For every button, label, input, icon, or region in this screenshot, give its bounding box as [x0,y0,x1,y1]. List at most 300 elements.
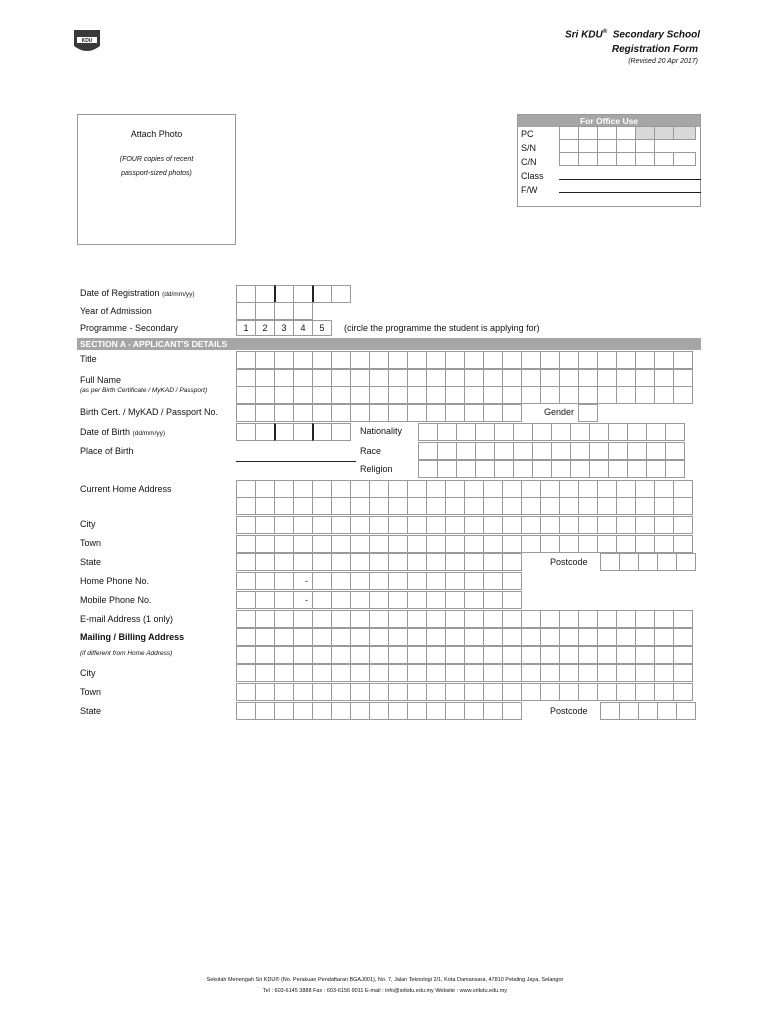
input-box[interactable] [502,497,522,515]
input-box[interactable] [502,516,522,534]
input-box[interactable] [388,572,408,590]
input-box[interactable] [483,664,503,682]
input-box[interactable] [570,442,590,460]
input-box[interactable] [616,628,636,646]
input-box[interactable] [369,497,389,515]
input-box[interactable] [312,553,332,571]
input-box[interactable] [445,386,465,404]
input-box[interactable] [578,683,598,701]
nationality-boxes[interactable] [418,423,685,441]
input-box[interactable] [369,646,389,664]
input-box[interactable] [676,702,696,720]
input-box[interactable] [274,664,294,682]
input-box[interactable] [255,535,275,553]
input-box[interactable] [388,702,408,720]
input-box[interactable] [274,628,294,646]
input-box[interactable] [673,386,693,404]
input-box[interactable] [369,516,389,534]
programme-option-4[interactable]: 4 [293,320,313,336]
input-box[interactable] [673,497,693,515]
input-box[interactable] [274,572,294,590]
input-box[interactable] [597,497,617,515]
input-box[interactable] [464,591,484,609]
input-box[interactable] [627,423,647,441]
input-box[interactable] [369,553,389,571]
input-box[interactable] [521,535,541,553]
input-box[interactable] [236,516,256,534]
input-box[interactable] [502,351,522,369]
input-box[interactable] [578,351,598,369]
input-box[interactable] [388,480,408,498]
input-box[interactable] [350,497,370,515]
input-box[interactable] [255,553,275,571]
input-box[interactable] [502,369,522,387]
input-box[interactable] [654,351,674,369]
input-box[interactable] [494,423,514,441]
town-boxes[interactable] [236,535,693,553]
input-box[interactable] [293,351,313,369]
input-box[interactable] [312,516,332,534]
input-box[interactable] [600,553,620,571]
input-box[interactable] [578,386,598,404]
input-box[interactable] [597,351,617,369]
input-box[interactable] [464,683,484,701]
input-box[interactable] [274,535,294,553]
input-box[interactable] [236,664,256,682]
input-box[interactable] [589,460,609,478]
input-box[interactable] [312,664,332,682]
office-fw-line[interactable] [559,192,701,193]
input-box[interactable] [578,664,598,682]
input-box[interactable] [673,664,693,682]
input-box[interactable] [350,591,370,609]
input-box[interactable] [570,423,590,441]
input-box[interactable] [350,646,370,664]
input-box[interactable] [369,386,389,404]
input-box[interactable] [616,646,636,664]
input-box[interactable] [312,497,332,515]
input-box[interactable] [654,369,674,387]
input-box[interactable] [559,683,579,701]
input-box[interactable] [445,516,465,534]
input-box[interactable] [464,351,484,369]
input-box[interactable] [312,351,332,369]
input-box[interactable] [559,628,579,646]
input-box[interactable] [350,404,370,422]
input-box[interactable] [369,572,389,590]
input-box[interactable] [578,497,598,515]
input-box[interactable] [532,442,552,460]
title-boxes[interactable] [236,351,693,369]
input-box[interactable] [635,351,655,369]
input-box[interactable] [654,497,674,515]
input-box[interactable] [540,497,560,515]
input-box[interactable] [445,628,465,646]
input-box[interactable] [293,516,313,534]
input-box[interactable] [426,386,446,404]
input-box[interactable] [418,423,438,441]
input-box[interactable] [293,386,313,404]
input-box[interactable] [312,610,332,628]
input-box[interactable] [521,497,541,515]
input-box[interactable] [388,535,408,553]
input-box[interactable] [578,628,598,646]
input-box[interactable] [464,369,484,387]
input-box[interactable] [331,516,351,534]
email-boxes[interactable] [236,610,693,628]
input-box[interactable] [635,664,655,682]
input-box[interactable] [331,628,351,646]
input-box[interactable] [407,404,427,422]
input-box[interactable] [274,497,294,515]
city2-boxes[interactable] [236,664,693,682]
input-box[interactable] [331,386,351,404]
input-box[interactable] [654,664,674,682]
input-box[interactable] [293,369,313,387]
input-box[interactable] [426,702,446,720]
input-box[interactable] [635,369,655,387]
input-box[interactable] [521,646,541,664]
input-box[interactable] [540,480,560,498]
input-box[interactable] [418,460,438,478]
input-box[interactable] [426,664,446,682]
input-box[interactable] [456,442,476,460]
input-box[interactable] [407,572,427,590]
input-box[interactable] [369,369,389,387]
input-box[interactable] [331,480,351,498]
input-box[interactable] [627,442,647,460]
input-box[interactable] [627,460,647,478]
input-box[interactable] [597,386,617,404]
input-box[interactable] [407,369,427,387]
input-box[interactable] [635,646,655,664]
input-box[interactable] [236,386,256,404]
input-box[interactable] [657,553,677,571]
input-box[interactable] [540,535,560,553]
input-box[interactable] [464,702,484,720]
input-box[interactable] [665,423,685,441]
input-box[interactable] [551,423,571,441]
input-box[interactable] [475,460,495,478]
input-box[interactable] [293,683,313,701]
input-box[interactable] [502,591,522,609]
input-box[interactable] [274,610,294,628]
input-box[interactable] [521,369,541,387]
input-box[interactable] [540,646,560,664]
input-box[interactable] [483,683,503,701]
input-box[interactable] [540,351,560,369]
input-box[interactable] [312,369,332,387]
input-box[interactable] [293,497,313,515]
input-box[interactable] [407,628,427,646]
state-boxes[interactable] [236,553,522,571]
input-box[interactable] [578,535,598,553]
input-box[interactable] [559,351,579,369]
input-box[interactable] [502,480,522,498]
input-box[interactable] [255,497,275,515]
input-box[interactable] [312,683,332,701]
input-box[interactable] [589,423,609,441]
input-box[interactable] [551,460,571,478]
input-box[interactable] [293,591,313,609]
input-box[interactable] [426,535,446,553]
input-box[interactable] [540,664,560,682]
input-box[interactable] [464,664,484,682]
input-box[interactable] [274,646,294,664]
input-box[interactable] [502,628,522,646]
input-box[interactable] [445,664,465,682]
input-box[interactable] [597,480,617,498]
mailing-address-boxes-row-2[interactable] [236,646,693,664]
input-box[interactable] [369,702,389,720]
input-box[interactable] [350,664,370,682]
input-box[interactable] [532,460,552,478]
programme-option-1[interactable]: 1 [236,320,256,336]
mobile-phone-boxes[interactable] [236,591,522,609]
input-box[interactable] [350,516,370,534]
input-box[interactable] [426,646,446,664]
input-box[interactable] [331,369,351,387]
input-box[interactable] [559,369,579,387]
input-box[interactable] [635,480,655,498]
input-box[interactable] [540,610,560,628]
input-box[interactable] [445,497,465,515]
input-box[interactable] [502,535,522,553]
input-box[interactable] [513,423,533,441]
input-box[interactable] [388,628,408,646]
input-box[interactable] [236,572,256,590]
input-box[interactable] [559,646,579,664]
input-box[interactable] [274,683,294,701]
mailing-address-boxes-row-1[interactable] [236,628,693,646]
input-box[interactable] [540,516,560,534]
input-box[interactable] [350,351,370,369]
input-box[interactable] [312,480,332,498]
input-box[interactable] [494,442,514,460]
input-box[interactable] [426,572,446,590]
input-box[interactable] [673,646,693,664]
input-box[interactable] [646,423,666,441]
input-box[interactable] [312,535,332,553]
input-box[interactable] [521,683,541,701]
input-box[interactable] [369,591,389,609]
input-box[interactable] [388,610,408,628]
input-box[interactable] [513,460,533,478]
input-box[interactable] [540,683,560,701]
input-box[interactable] [426,497,446,515]
input-box[interactable] [464,516,484,534]
birth-cert-boxes[interactable] [236,404,522,422]
input-box[interactable] [654,480,674,498]
input-box[interactable] [388,497,408,515]
input-box[interactable] [445,404,465,422]
input-box[interactable] [236,480,256,498]
input-box[interactable] [445,646,465,664]
input-box[interactable] [331,702,351,720]
input-box[interactable] [236,535,256,553]
input-box[interactable] [502,386,522,404]
input-box[interactable] [502,702,522,720]
input-box[interactable] [597,610,617,628]
input-box[interactable] [426,369,446,387]
input-box[interactable] [407,591,427,609]
input-box[interactable] [369,535,389,553]
input-box[interactable] [502,646,522,664]
input-box[interactable] [616,516,636,534]
input-box[interactable] [521,628,541,646]
input-box[interactable] [274,553,294,571]
input-box[interactable] [350,553,370,571]
input-box[interactable] [255,683,275,701]
address-boxes-row-1[interactable] [236,480,693,498]
input-box[interactable] [426,610,446,628]
full-name-boxes-row-1[interactable] [236,369,693,387]
input-box[interactable] [274,480,294,498]
address-boxes-row-2[interactable] [236,497,693,515]
input-box[interactable] [483,351,503,369]
input-box[interactable] [578,369,598,387]
input-box[interactable] [483,404,503,422]
input-box[interactable] [293,664,313,682]
input-box[interactable] [483,591,503,609]
input-box[interactable] [597,683,617,701]
input-box[interactable] [437,442,457,460]
input-box[interactable] [388,386,408,404]
input-box[interactable] [521,664,541,682]
input-box[interactable] [445,553,465,571]
input-box[interactable] [274,702,294,720]
input-box[interactable] [388,351,408,369]
input-box[interactable] [407,683,427,701]
input-box[interactable] [255,646,275,664]
input-box[interactable] [483,628,503,646]
input-box[interactable] [388,664,408,682]
input-box[interactable] [665,460,685,478]
input-box[interactable] [331,664,351,682]
input-box[interactable] [654,386,674,404]
input-box[interactable] [464,404,484,422]
input-box[interactable] [521,610,541,628]
input-box[interactable] [635,610,655,628]
input-box[interactable] [635,683,655,701]
input-box[interactable] [312,572,332,590]
input-box[interactable] [673,516,693,534]
input-box[interactable] [274,369,294,387]
input-box[interactable] [676,553,696,571]
input-box[interactable] [464,386,484,404]
input-box[interactable] [600,702,620,720]
input-box[interactable] [540,386,560,404]
input-box[interactable] [255,702,275,720]
input-box[interactable] [673,480,693,498]
input-box[interactable] [293,628,313,646]
input-box[interactable] [426,516,446,534]
input-box[interactable] [437,460,457,478]
input-box[interactable] [646,442,666,460]
input-box[interactable] [464,572,484,590]
input-box[interactable] [331,553,351,571]
input-box[interactable] [236,610,256,628]
input-box[interactable] [388,553,408,571]
input-box[interactable] [616,369,636,387]
input-box[interactable] [616,610,636,628]
input-box[interactable] [369,664,389,682]
input-box[interactable] [255,386,275,404]
input-box[interactable] [388,591,408,609]
input-box[interactable] [616,497,636,515]
input-box[interactable] [483,610,503,628]
input-box[interactable] [578,480,598,498]
input-box[interactable] [616,386,636,404]
input-box[interactable] [616,351,636,369]
input-box[interactable] [578,404,598,422]
input-box[interactable] [483,369,503,387]
input-box[interactable] [502,683,522,701]
input-box[interactable] [426,591,446,609]
input-box[interactable] [426,351,446,369]
input-box[interactable] [445,591,465,609]
year-of-admission-boxes[interactable] [236,302,313,320]
input-box[interactable] [407,516,427,534]
input-box[interactable] [407,351,427,369]
input-box[interactable] [483,480,503,498]
input-box[interactable] [445,535,465,553]
input-box[interactable] [293,535,313,553]
input-box[interactable] [312,702,332,720]
input-box[interactable] [559,664,579,682]
input-box[interactable] [559,535,579,553]
input-box[interactable] [255,610,275,628]
input-box[interactable] [369,404,389,422]
input-box[interactable] [551,442,571,460]
postcode2-boxes[interactable] [600,702,696,720]
input-box[interactable] [635,497,655,515]
input-box[interactable] [407,553,427,571]
office-class-line[interactable] [559,179,701,180]
input-box[interactable] [236,683,256,701]
input-box[interactable] [502,610,522,628]
input-box[interactable] [654,610,674,628]
input-box[interactable] [521,351,541,369]
office-pc-boxes[interactable] [559,126,696,140]
input-box[interactable] [616,535,636,553]
input-box[interactable] [407,610,427,628]
input-box[interactable] [521,480,541,498]
input-box[interactable] [350,628,370,646]
input-box[interactable] [255,404,275,422]
town2-boxes[interactable] [236,683,693,701]
input-box[interactable] [540,628,560,646]
input-box[interactable] [274,591,294,609]
input-box[interactable] [597,535,617,553]
programme-option-5[interactable]: 5 [312,320,332,336]
input-box[interactable] [475,423,495,441]
input-box[interactable] [407,664,427,682]
input-box[interactable] [236,404,256,422]
input-box[interactable] [673,683,693,701]
input-box[interactable] [464,646,484,664]
input-box[interactable] [657,702,677,720]
input-box[interactable] [616,664,636,682]
input-box[interactable] [426,480,446,498]
input-box[interactable] [673,610,693,628]
input-box[interactable] [350,369,370,387]
input-box[interactable] [445,610,465,628]
input-box[interactable] [255,591,275,609]
input-box[interactable] [312,646,332,664]
input-box[interactable] [521,516,541,534]
input-box[interactable] [638,553,658,571]
